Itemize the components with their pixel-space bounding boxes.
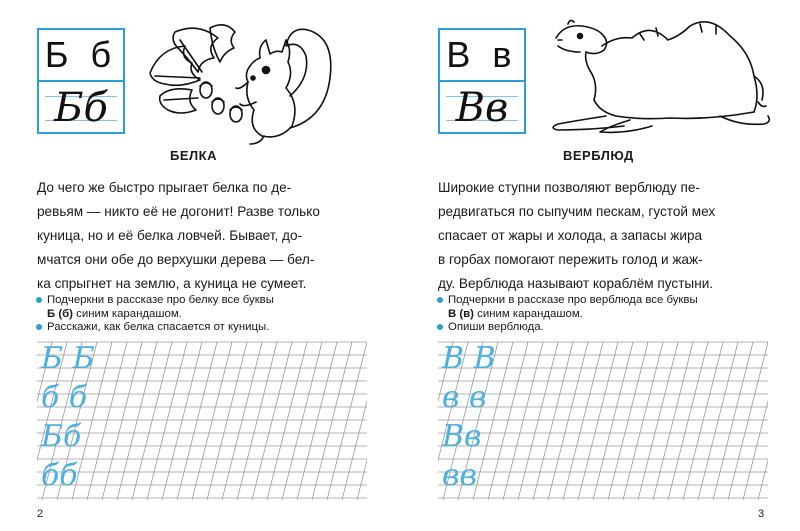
story-line: Широкие ступни позволяют верблюду пе- — [438, 180, 700, 195]
story-text-camel — [438, 176, 768, 296]
task-text: Подчеркни в рассказе про верблюда все буквы — [448, 294, 698, 306]
letter-cursive-b-box — [39, 82, 123, 134]
letter-card-v — [438, 28, 526, 134]
task-text: синим карандашом. — [477, 308, 583, 320]
cursive-practice-row: Бб — [41, 419, 82, 454]
task-text: Расскажи, как белка спасается от куницы. — [47, 321, 270, 333]
task-letters: В (в) — [448, 308, 474, 320]
story-line: ду. Верблюда называют кораблём пустыни. — [438, 276, 714, 291]
letter-cursive-v-box — [440, 82, 524, 134]
task-describe-camel — [448, 320, 544, 334]
cursive-practice-row: Вв — [442, 419, 482, 454]
story-title-camel: ВЕРБЛЮД — [563, 148, 634, 163]
cursive-practice-row: вв — [442, 458, 477, 493]
copybook-grid-v — [438, 340, 768, 500]
bullet-icon — [36, 297, 42, 303]
task-retell-squirrel — [47, 320, 269, 334]
story-line: редвигаться по сыпучим пескам, густой мех — [438, 204, 716, 219]
story-line: спасает от жары и холода, а запасы жира — [438, 228, 703, 243]
task-letters: Б (б) — [47, 308, 73, 320]
letter-cursive-v: Вв — [455, 85, 509, 131]
story-line: куница, но и её белка ловчей. Бывает, до- — [37, 228, 303, 243]
camel-illustration — [540, 16, 780, 138]
letter-print-v: В в — [440, 30, 524, 82]
story-line: ревьям — никто её не догонит! Разве только — [37, 204, 320, 219]
letter-cursive-b: Бб — [54, 85, 108, 131]
cursive-practice-row: бб — [41, 458, 78, 493]
right-page — [400, 0, 800, 531]
story-text-squirrel — [37, 176, 367, 296]
bullet-icon — [437, 324, 443, 330]
squirrel-illustration — [140, 18, 340, 148]
copybook-grid-b — [37, 340, 367, 500]
bullet-icon — [437, 297, 443, 303]
letter-card-b — [37, 28, 125, 134]
story-title-squirrel: БЕЛКА — [170, 148, 217, 163]
story-line: До чего же быстро прыгает белка по де- — [37, 180, 292, 195]
cursive-practice-row: в в — [442, 380, 487, 415]
story-line: ка спрыгнет на землю, а куница не сумеет. — [37, 276, 307, 291]
cursive-practice-row: Б Б — [41, 341, 95, 376]
story-line: в горбах помогают пережить голод и жаж- — [438, 252, 703, 267]
task-text: Опиши верблюда. — [448, 321, 544, 333]
bullet-icon — [36, 324, 42, 330]
cursive-practice-row: б б — [41, 380, 88, 415]
task-text: синим карандашом. — [76, 308, 182, 320]
task-text: Подчеркни в рассказе про белку все буквы — [47, 294, 274, 306]
cursive-practice-row: В В — [442, 341, 496, 376]
letter-print-b: Б б — [39, 30, 123, 82]
story-line: мчатся они обе до верхушки дерева — бел- — [37, 252, 315, 267]
task-underline-b — [47, 293, 274, 321]
task-underline-v — [448, 293, 698, 321]
page-number: 2 — [37, 508, 44, 520]
page-number: 3 — [758, 508, 765, 520]
